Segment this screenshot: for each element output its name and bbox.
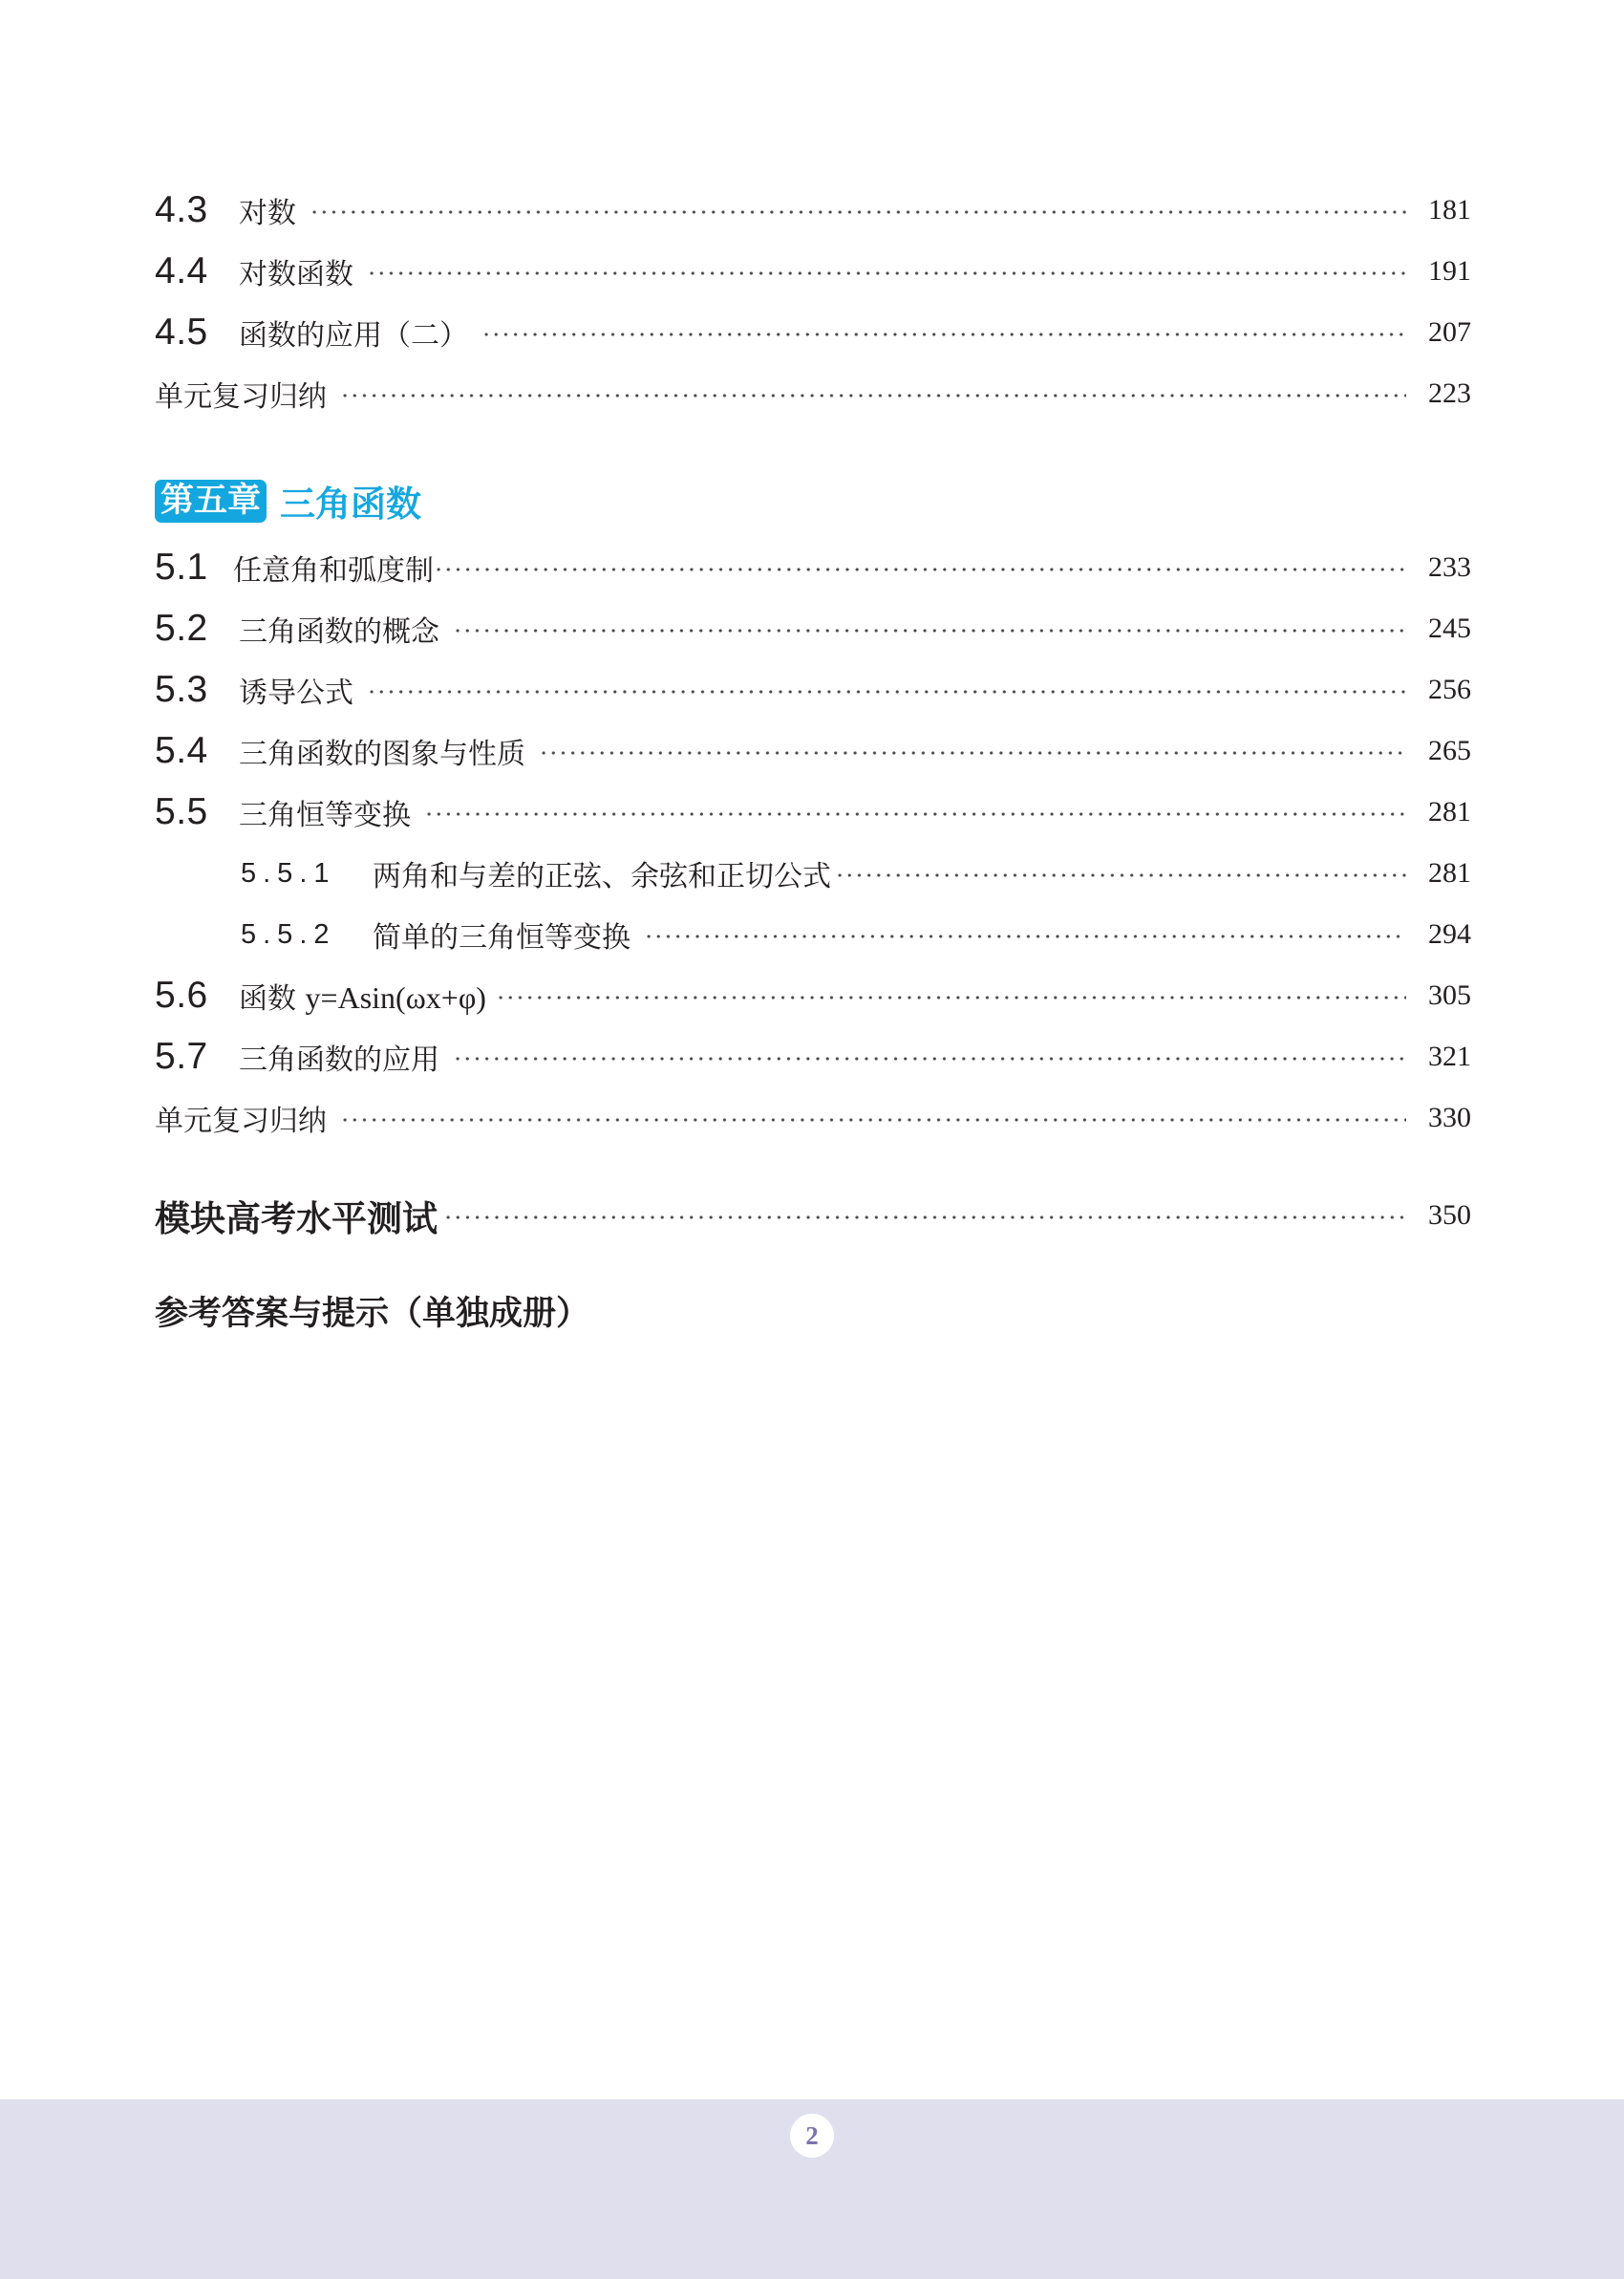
- page-number: 265: [1428, 735, 1471, 766]
- section-number: 4.5: [155, 312, 208, 353]
- section-title: 对数: [239, 197, 296, 230]
- dot-leader: [481, 332, 1406, 337]
- toc-entry-4-5[interactable]: [155, 309, 1471, 356]
- section-title: 三角函数的应用: [239, 1043, 439, 1077]
- section-title: 诱导公式: [239, 677, 353, 710]
- formula: y=Asin(ωx+φ): [305, 980, 486, 1015]
- dot-leader: [539, 750, 1406, 756]
- section-title: 单元复习归纳: [155, 1105, 327, 1138]
- toc-entry-5-5[interactable]: [155, 788, 1471, 836]
- toc-entry-4-3[interactable]: [155, 186, 1471, 234]
- subsection-title: 简单的三角恒等变换: [373, 921, 630, 955]
- page-number: 233: [1428, 551, 1471, 583]
- section-number: 5.1: [155, 547, 208, 588]
- toc-entry-answers[interactable]: 参考答案与提示（单独成册）: [155, 1295, 590, 1333]
- section-title: 模块高考水平测试: [155, 1198, 438, 1239]
- page-number: 191: [1428, 255, 1471, 287]
- dot-leader: [340, 1117, 1406, 1123]
- toc-subentry-5-5-1[interactable]: [155, 849, 1471, 897]
- toc-entry-5-2[interactable]: [155, 605, 1471, 653]
- page-number: 294: [1428, 918, 1471, 950]
- toc-subentry-5-5-2[interactable]: [155, 911, 1471, 958]
- dot-leader: [453, 628, 1406, 634]
- dot-leader: [835, 872, 1406, 878]
- page-number: 281: [1428, 857, 1471, 889]
- dot-leader: [367, 270, 1406, 276]
- section-number: 5.2: [155, 608, 208, 649]
- dot-leader: [367, 689, 1406, 695]
- page-number: 245: [1428, 613, 1471, 644]
- section-number: 5.6: [155, 975, 208, 1016]
- subsection-title: 两角和与差的正弦、余弦和正切公式: [373, 860, 831, 893]
- page-number: 330: [1428, 1102, 1471, 1133]
- section-title: 三角函数的图象与性质: [239, 738, 525, 771]
- dot-leader: [310, 209, 1406, 215]
- toc-entry-review-4[interactable]: [155, 370, 1471, 418]
- section-number: 5.5: [155, 791, 208, 832]
- toc-entry-4-4[interactable]: [155, 247, 1471, 295]
- page-footer: [0, 2099, 1624, 2279]
- subsection-number: 5.5.1: [241, 857, 336, 889]
- section-title-prefix: 函数: [239, 982, 296, 1016]
- section-title: [239, 975, 496, 1017]
- page-number: 181: [1428, 194, 1471, 226]
- section-number: 5.7: [155, 1036, 208, 1077]
- page-number: 281: [1428, 796, 1471, 828]
- toc-entry-5-6[interactable]: [155, 972, 1471, 1020]
- section-title: 三角函数的概念: [239, 615, 439, 649]
- dot-leader: [424, 811, 1406, 817]
- dot-leader: [453, 1056, 1406, 1062]
- section-title: 函数的应用（二）: [239, 319, 468, 353]
- section-number: 5.3: [155, 669, 208, 710]
- page-number: 350: [1428, 1199, 1471, 1231]
- dot-leader: [443, 1215, 1406, 1220]
- page-number-badge: 2: [790, 2114, 834, 2158]
- page-number: 223: [1428, 377, 1471, 409]
- section-title: 三角恒等变换: [239, 799, 411, 832]
- page-number: 207: [1428, 316, 1471, 348]
- dot-leader: [496, 995, 1406, 1000]
- section-title: 单元复习归纳: [155, 380, 327, 414]
- section-number: 5.4: [155, 730, 208, 771]
- page-number: 321: [1428, 1041, 1471, 1072]
- dot-leader: [644, 934, 1406, 939]
- chapter-badge: 第五章: [155, 480, 267, 523]
- toc-entry-review-5[interactable]: [155, 1094, 1471, 1142]
- chapter-heading[interactable]: [155, 479, 421, 523]
- toc-entry-5-1[interactable]: [155, 544, 1471, 591]
- dot-leader: [340, 393, 1406, 398]
- page-number: 305: [1428, 979, 1471, 1011]
- toc-entry-module-test[interactable]: [155, 1192, 1471, 1239]
- page-number: 256: [1428, 674, 1471, 705]
- section-title: 任意角和弧度制: [233, 554, 434, 588]
- toc-entry-5-3[interactable]: [155, 666, 1471, 714]
- subsection-number: 5.5.2: [241, 918, 336, 950]
- toc-entry-5-4[interactable]: [155, 727, 1471, 775]
- section-title: 对数函数: [239, 258, 353, 291]
- section-number: 4.4: [155, 250, 208, 291]
- section-number: 4.3: [155, 189, 208, 230]
- dot-leader: [434, 567, 1406, 572]
- chapter-title: 三角函数: [280, 484, 422, 525]
- toc-entry-5-7[interactable]: [155, 1033, 1471, 1081]
